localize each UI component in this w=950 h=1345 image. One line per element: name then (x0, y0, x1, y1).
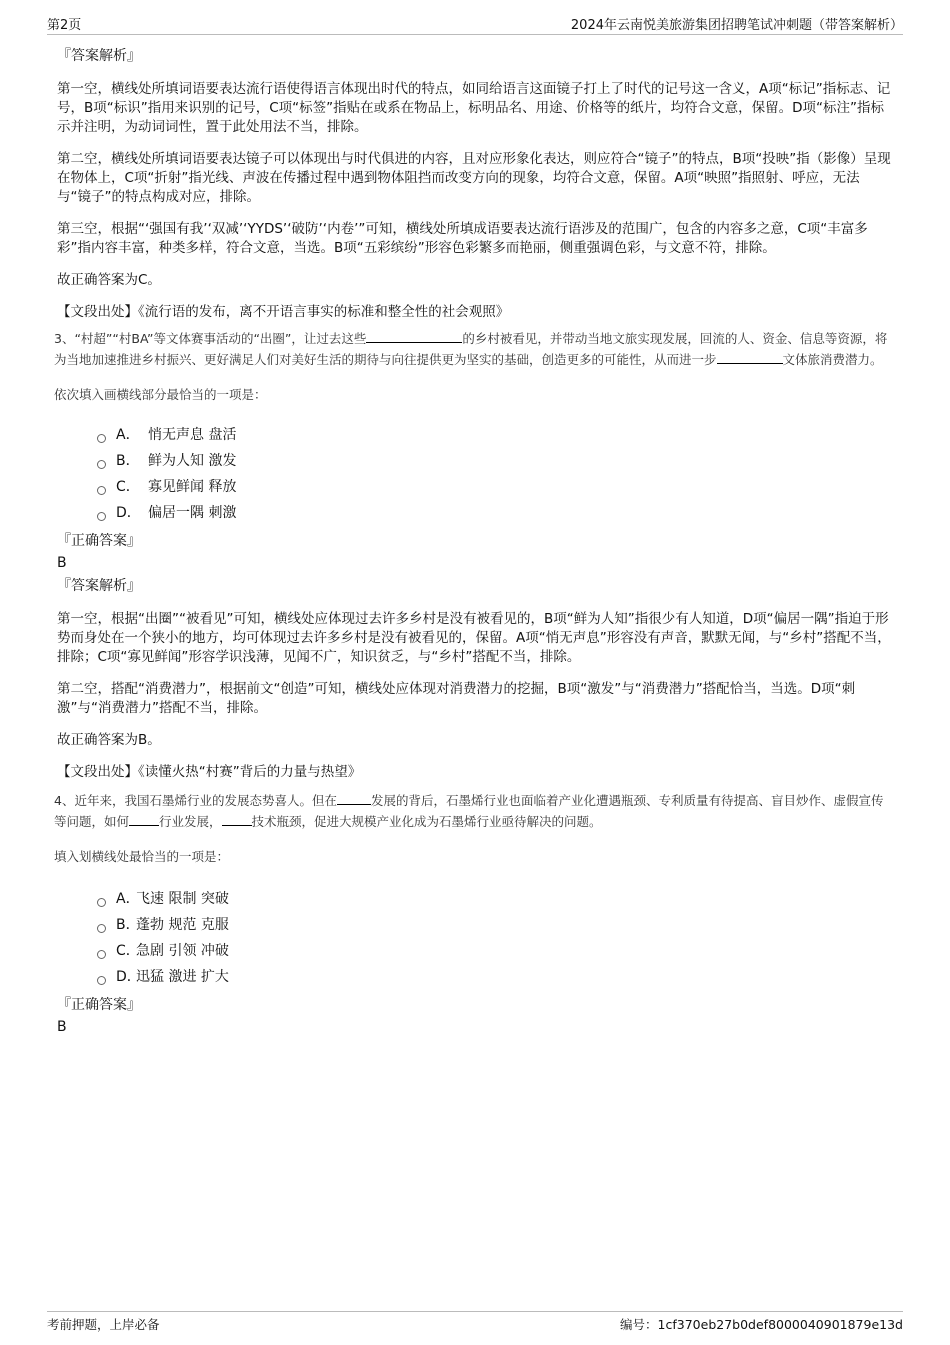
question-4-stem: 4、近年来，我国石墨烯行业的发展态势喜人。但在 发展的背后，石墨烯行业也面临着产业化遭遇瓶颈、专利质量有待提高、盲目炒作、虚假宣传等问题，如何 行业发展， 技术瓶颈，促进大规模产业化成为石墨烯行业亟待解决的问题。 (54, 790, 893, 832)
document-title: 2024年云南悦美旅游集团招聘笔试冲刺题（带答案解析） (570, 18, 903, 33)
question-3-options (97, 422, 893, 526)
footer-slogan: 考前押题，上岸必备 (47, 1317, 160, 1332)
source-citation: 【文段出处】《流行语的发布，离不开语言事实的标准和整全性的社会观照》 (57, 304, 510, 320)
document-body (54, 46, 893, 1040)
analysis-paragraph: 第二空，横线处所填词语要表达镜子可以体现出与时代俱进的内容，且对应形象化表达，则应符合“镜子”的特点，B项“投映”指（影像）呈现在物体上，C项“折射”指光线、声波在传播过程中遇到物体阻挡而改变方向的现象，均符合文意，保留。A项“映照”指照射、呼应，无法与“镜子”的特点构成对应，排除。 (57, 151, 891, 205)
radio-icon[interactable] (97, 950, 106, 959)
page-footer (47, 1311, 903, 1332)
option-b[interactable]: B． 鲜为人知 激发 (97, 448, 893, 474)
radio-icon[interactable] (97, 924, 106, 933)
option-a[interactable]: A． 悄无声息 盘活 (97, 422, 893, 448)
analysis-paragraph: 第一空，根据“出圈”“被看见”可知，横线处应体现过去许多乡村是没有被看见的，B项“鲜为人知”指很少有人知道，D项“偏居一隅”指迫于形势而身处在一个狭小的地方，均可体现过去许多乡村是没有被看见的，保留。A项“悄无声息”形容没有声音，默默无闻，与“乡村”搭配不当，排除；C项“寡见鲜闻”形容学识浅薄，见闻不广，知识贫乏，与“乡村”搭配不当，排除。 (57, 611, 891, 665)
blank-3[interactable] (222, 811, 252, 826)
question-4-options (97, 886, 893, 990)
conclusion: 故正确答案为B。 (57, 732, 161, 748)
answer-label: 『正确答案』 (57, 533, 141, 549)
option-d[interactable]: D． 迅猛 激进 扩大 (97, 964, 893, 990)
source-citation: 【文段出处】《读懂火热“村赛”背后的力量与热望》 (57, 764, 362, 780)
blank-1[interactable] (366, 328, 462, 343)
option-a[interactable]: A． 飞速 限制 突破 (97, 886, 893, 912)
radio-icon[interactable] (97, 486, 106, 495)
analysis-paragraph: 第三空，根据“‘强国有我’‘双减’‘YYDS’‘破防’‘内卷’”可知，横线处所填成语要表达流行语涉及的范围广，包含的内容多之意，C项“丰富多彩”指内容丰富，种类多样，符合文意，当选。B项“五彩缤纷”形容色彩繁多而艳丽，侧重强调色彩，与文意不符，排除。 (57, 221, 868, 256)
radio-icon[interactable] (97, 898, 106, 907)
radio-icon[interactable] (97, 460, 106, 469)
conclusion: 故正确答案为C。 (57, 272, 161, 288)
question-4-instruction: 填入划横线处最恰当的一项是： (54, 849, 230, 864)
option-b[interactable]: B． 蓬勃 规范 克服 (97, 912, 893, 938)
analysis-paragraph: 第一空，横线处所填词语要表达流行语使得语言体现出时代的特点，如同给语言这面镜子打上了时代的记号这一含义，A项“标记”指标志、记号，B项“标识”指用来识别的记号，C项“标签”指贴在或系在物品上，标明品名、用途、价格等的纸片，均符合文意，保留。D项“标注”指标示并注明，为动词词性，置于此处用法不当，排除。 (57, 81, 891, 135)
answer-value: B (57, 1019, 67, 1035)
blank-1[interactable] (337, 790, 371, 805)
question-3-instruction: 依次填入画横线部分最恰当的一项是： (54, 387, 267, 402)
radio-icon[interactable] (97, 512, 106, 521)
answer-label: 『正确答案』 (57, 997, 141, 1013)
radio-icon[interactable] (97, 976, 106, 985)
analysis-label: 『答案解析』 (57, 48, 141, 64)
page-header (47, 14, 903, 35)
question-3-stem: 3、“村超”“村BA”等文体赛事活动的“出圈”，让过去这些 的乡村被看见，并带动当地文旅实现发展，回流的人、资金、信息等资源，将为当地加速推进乡村振兴、更好满足人们对美好生活的期待与向往提供更为坚实的基础，创造更多的可能性，从而进一步 文体旅消费潜力。 (54, 328, 893, 370)
analysis-label: 『答案解析』 (57, 578, 141, 594)
analysis-paragraph: 第二空，搭配“消费潜力”，根据前文“创造”可知，横线处应体现对消费潜力的挖掘，B项“激发”与“消费潜力”搭配恰当，当选。D项“刺激”与“消费潜力”搭配不当，排除。 (57, 681, 856, 716)
answer-value: B (57, 555, 67, 571)
option-d[interactable]: D． 偏居一隅 刺激 (97, 500, 893, 526)
option-c[interactable]: C． 急剧 引领 冲破 (97, 938, 893, 964)
radio-icon[interactable] (97, 434, 106, 443)
option-c[interactable]: C． 寡见鲜闻 释放 (97, 474, 893, 500)
blank-2[interactable] (129, 811, 159, 826)
page-number: 第2页 (47, 18, 82, 33)
blank-2[interactable] (717, 349, 783, 364)
document-id: 编号：1cf370eb27b0def8000040901879e13d (620, 1317, 903, 1332)
